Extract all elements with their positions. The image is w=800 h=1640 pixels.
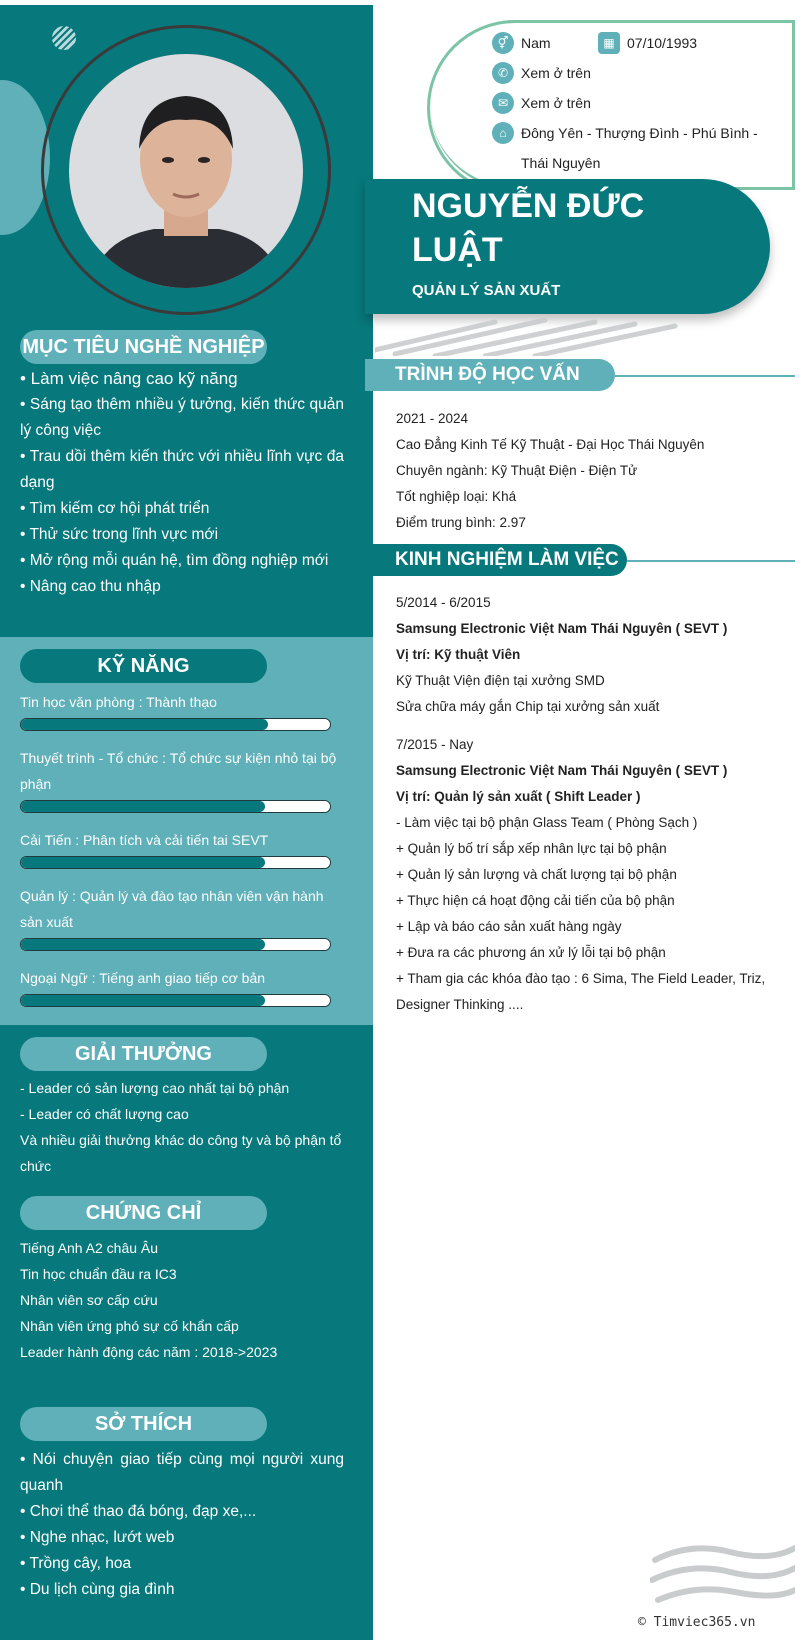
list-item: • Mở rộng mỗi quán hệ, tìm đồng nghiệp mới (20, 552, 329, 569)
hobbies-list (20, 1447, 344, 1603)
job-period: 7/2015 - Nay (396, 737, 474, 752)
gender-value: Nam (521, 35, 551, 51)
list-item: • Thử sức trong lĩnh vực mới (20, 526, 219, 543)
education-grade: Tốt nghiệp loại: Khá (396, 489, 517, 504)
hobbies-title: SỞ THÍCH (20, 1407, 267, 1441)
skill-bar (20, 856, 331, 869)
list-item: • Trau dồi thêm kiến thức với nhiều lĩnh vực đa dạng (20, 448, 344, 491)
list-item: • Du lịch cùng gia đình (20, 1581, 175, 1598)
skill-bar-fill (21, 995, 265, 1006)
awards-list (20, 1075, 344, 1179)
job-line: + Quản lý bố trí sắp xếp nhân lực tại bộ phận (396, 841, 667, 856)
certs-title: CHỨNG CHỈ (20, 1196, 267, 1230)
contact-address (492, 118, 772, 178)
list-item: Và nhiều giải thưởng khác do công ty và bộ phận tổ chức (20, 1132, 342, 1174)
list-item: • Tìm kiếm cơ hội phát triển (20, 500, 210, 517)
wave-decoration (650, 1540, 795, 1610)
section-divider (615, 375, 795, 377)
calendar-icon: ▦ (598, 32, 620, 54)
education-block (396, 406, 781, 536)
skill-bar-fill (21, 939, 265, 950)
list-item: • Sáng tạo thêm nhiều ý tưởng, kiến thức quản lý công việc (20, 396, 344, 439)
decorative-dot (52, 26, 76, 50)
footer-watermark: © Timviec365.vn (638, 1615, 756, 1630)
name-line: NGUYỄN ĐỨC (412, 187, 645, 225)
list-item: • Chơi thể thao đá bóng, đạp xe,... (20, 1503, 257, 1520)
brush-stroke-decoration (375, 316, 695, 356)
skills-title: KỸ NĂNG (20, 649, 267, 683)
address-value (521, 118, 758, 178)
job-period: 5/2014 - 6/2015 (396, 595, 491, 610)
list-item: • Làm việc nâng cao kỹ năng (20, 369, 238, 388)
job-line: Sửa chữa máy gắn Chip tại xưởng sản xuất (396, 699, 660, 714)
list-item: - Leader có sản lượng cao nhất tại bộ phận (20, 1080, 290, 1096)
job-line: + Tham gia các khóa đào tạo : 6 Sima, The Field Leader, Triz, Designer Thinking .... (396, 971, 766, 1012)
phone-value: Xem ở trên (521, 65, 591, 81)
email-icon: ✉ (492, 92, 514, 114)
gender-icon: ⚥ (492, 32, 514, 54)
skill-label: Thuyết trình - Tổ chức : Tổ chức sự kiện nhỏ tại bộ phận (20, 750, 337, 792)
education-major: Chuyên ngành: Kỹ Thuật Điện - Điện Tử (396, 463, 638, 478)
job-position: Vị trí: Kỹ thuật Viên (396, 647, 521, 662)
job-company: Samsung Electronic Việt Nam Thái Nguyên ( SEVT ) (396, 621, 728, 636)
objective-title: MỤC TIÊU NGHỀ NGHIỆP (20, 330, 267, 364)
avatar (69, 54, 303, 288)
awards-title: GIẢI THƯỞNG (20, 1037, 267, 1071)
skill-label: Ngoại Ngữ : Tiếng anh giao tiếp cơ bản (20, 970, 266, 986)
skill-bar-fill (21, 857, 265, 868)
education-title: TRÌNH ĐỘ HỌC VẤN (365, 359, 615, 391)
skill-label: Quản lý : Quản lý và đào tạo nhân viên vận hành sản xuất (20, 888, 324, 930)
birthdate-value: 07/10/1993 (627, 35, 698, 51)
list-item: Tiếng Anh A2 châu Âu (20, 1240, 159, 1256)
certs-list (20, 1235, 344, 1365)
education-gpa: Điểm trung bình: 2.97 (396, 515, 526, 530)
skill-bar (20, 938, 331, 951)
skill-bar-fill (21, 801, 265, 812)
list-item: Nhân viên ứng phó sự cố khẩn cấp (20, 1318, 239, 1334)
list-item: • Nói chuyện giao tiếp cùng mọi người xung quanh (20, 1451, 344, 1494)
candidate-role: QUẢN LÝ SẢN XUẤT (412, 282, 561, 299)
email-value: Xem ở trên (521, 95, 591, 111)
skill-bar (20, 994, 331, 1007)
list-item: Nhân viên sơ cấp cứu (20, 1292, 158, 1308)
objective-list (20, 366, 344, 600)
phone-icon: ✆ (492, 62, 514, 84)
education-school: Cao Đẳng Kinh Tế Kỹ Thuật - Đại Học Thái Nguyên (396, 437, 705, 452)
list-item: • Nâng cao thu nhập (20, 578, 161, 595)
skill-label: Cải Tiến : Phân tích và cải tiến tai SEVT (20, 832, 269, 848)
list-item: Leader hành động các năm : 2018->2023 (20, 1344, 278, 1360)
education-period: 2021 - 2024 (396, 411, 469, 426)
job-line: + Lập và báo cáo sản xuất hàng ngày (396, 919, 622, 934)
job-line: + Đưa ra các phương án xử lý lỗi tại bộ phận (396, 945, 666, 960)
job-line: + Thực hiện cá hoạt động cải tiến của bộ phận (396, 893, 675, 908)
avatar-portrait-icon (69, 54, 303, 288)
job-company: Samsung Electronic Việt Nam Thái Nguyên ( SEVT ) (396, 763, 728, 778)
job-line: Kỹ Thuật Viện điện tại xưởng SMD (396, 673, 605, 688)
job-entry (396, 590, 781, 720)
skill-label: Tin học văn phòng : Thành thạo (20, 694, 217, 710)
skill-bar (20, 800, 331, 813)
job-line: + Quản lý sản lượng và chất lượng tại bộ phận (396, 867, 677, 882)
address-line: Đông Yên - Thượng Đình - Phú Bình - (521, 125, 758, 141)
job-line: - Làm việc tại bộ phận Glass Team ( Phòng Sạch ) (396, 815, 698, 830)
skill-bar-fill (21, 719, 268, 730)
job-position: Vị trí: Quản lý sản xuất ( Shift Leader ) (396, 789, 641, 804)
list-item: • Nghe nhạc, lướt web (20, 1529, 175, 1546)
contact-birthdate (598, 28, 697, 58)
job-entry (396, 732, 781, 1018)
experience-title: KINH NGHIỆM LÀM VIỆC (365, 544, 627, 576)
list-item: Tin học chuẩn đầu ra IC3 (20, 1266, 177, 1282)
candidate-name (412, 184, 742, 272)
experience-block (396, 590, 781, 1018)
address-line: Thái Nguyên (521, 155, 601, 171)
contact-phone (492, 58, 591, 88)
list-item: • Trồng cây, hoa (20, 1555, 132, 1572)
list-item: - Leader có chất lượng cao (20, 1106, 189, 1122)
contact-gender (492, 28, 551, 58)
contact-email (492, 88, 591, 118)
home-icon: ⌂ (492, 122, 514, 144)
skill-bar (20, 718, 331, 731)
section-divider (627, 560, 795, 562)
name-line: LUẬT (412, 231, 503, 269)
